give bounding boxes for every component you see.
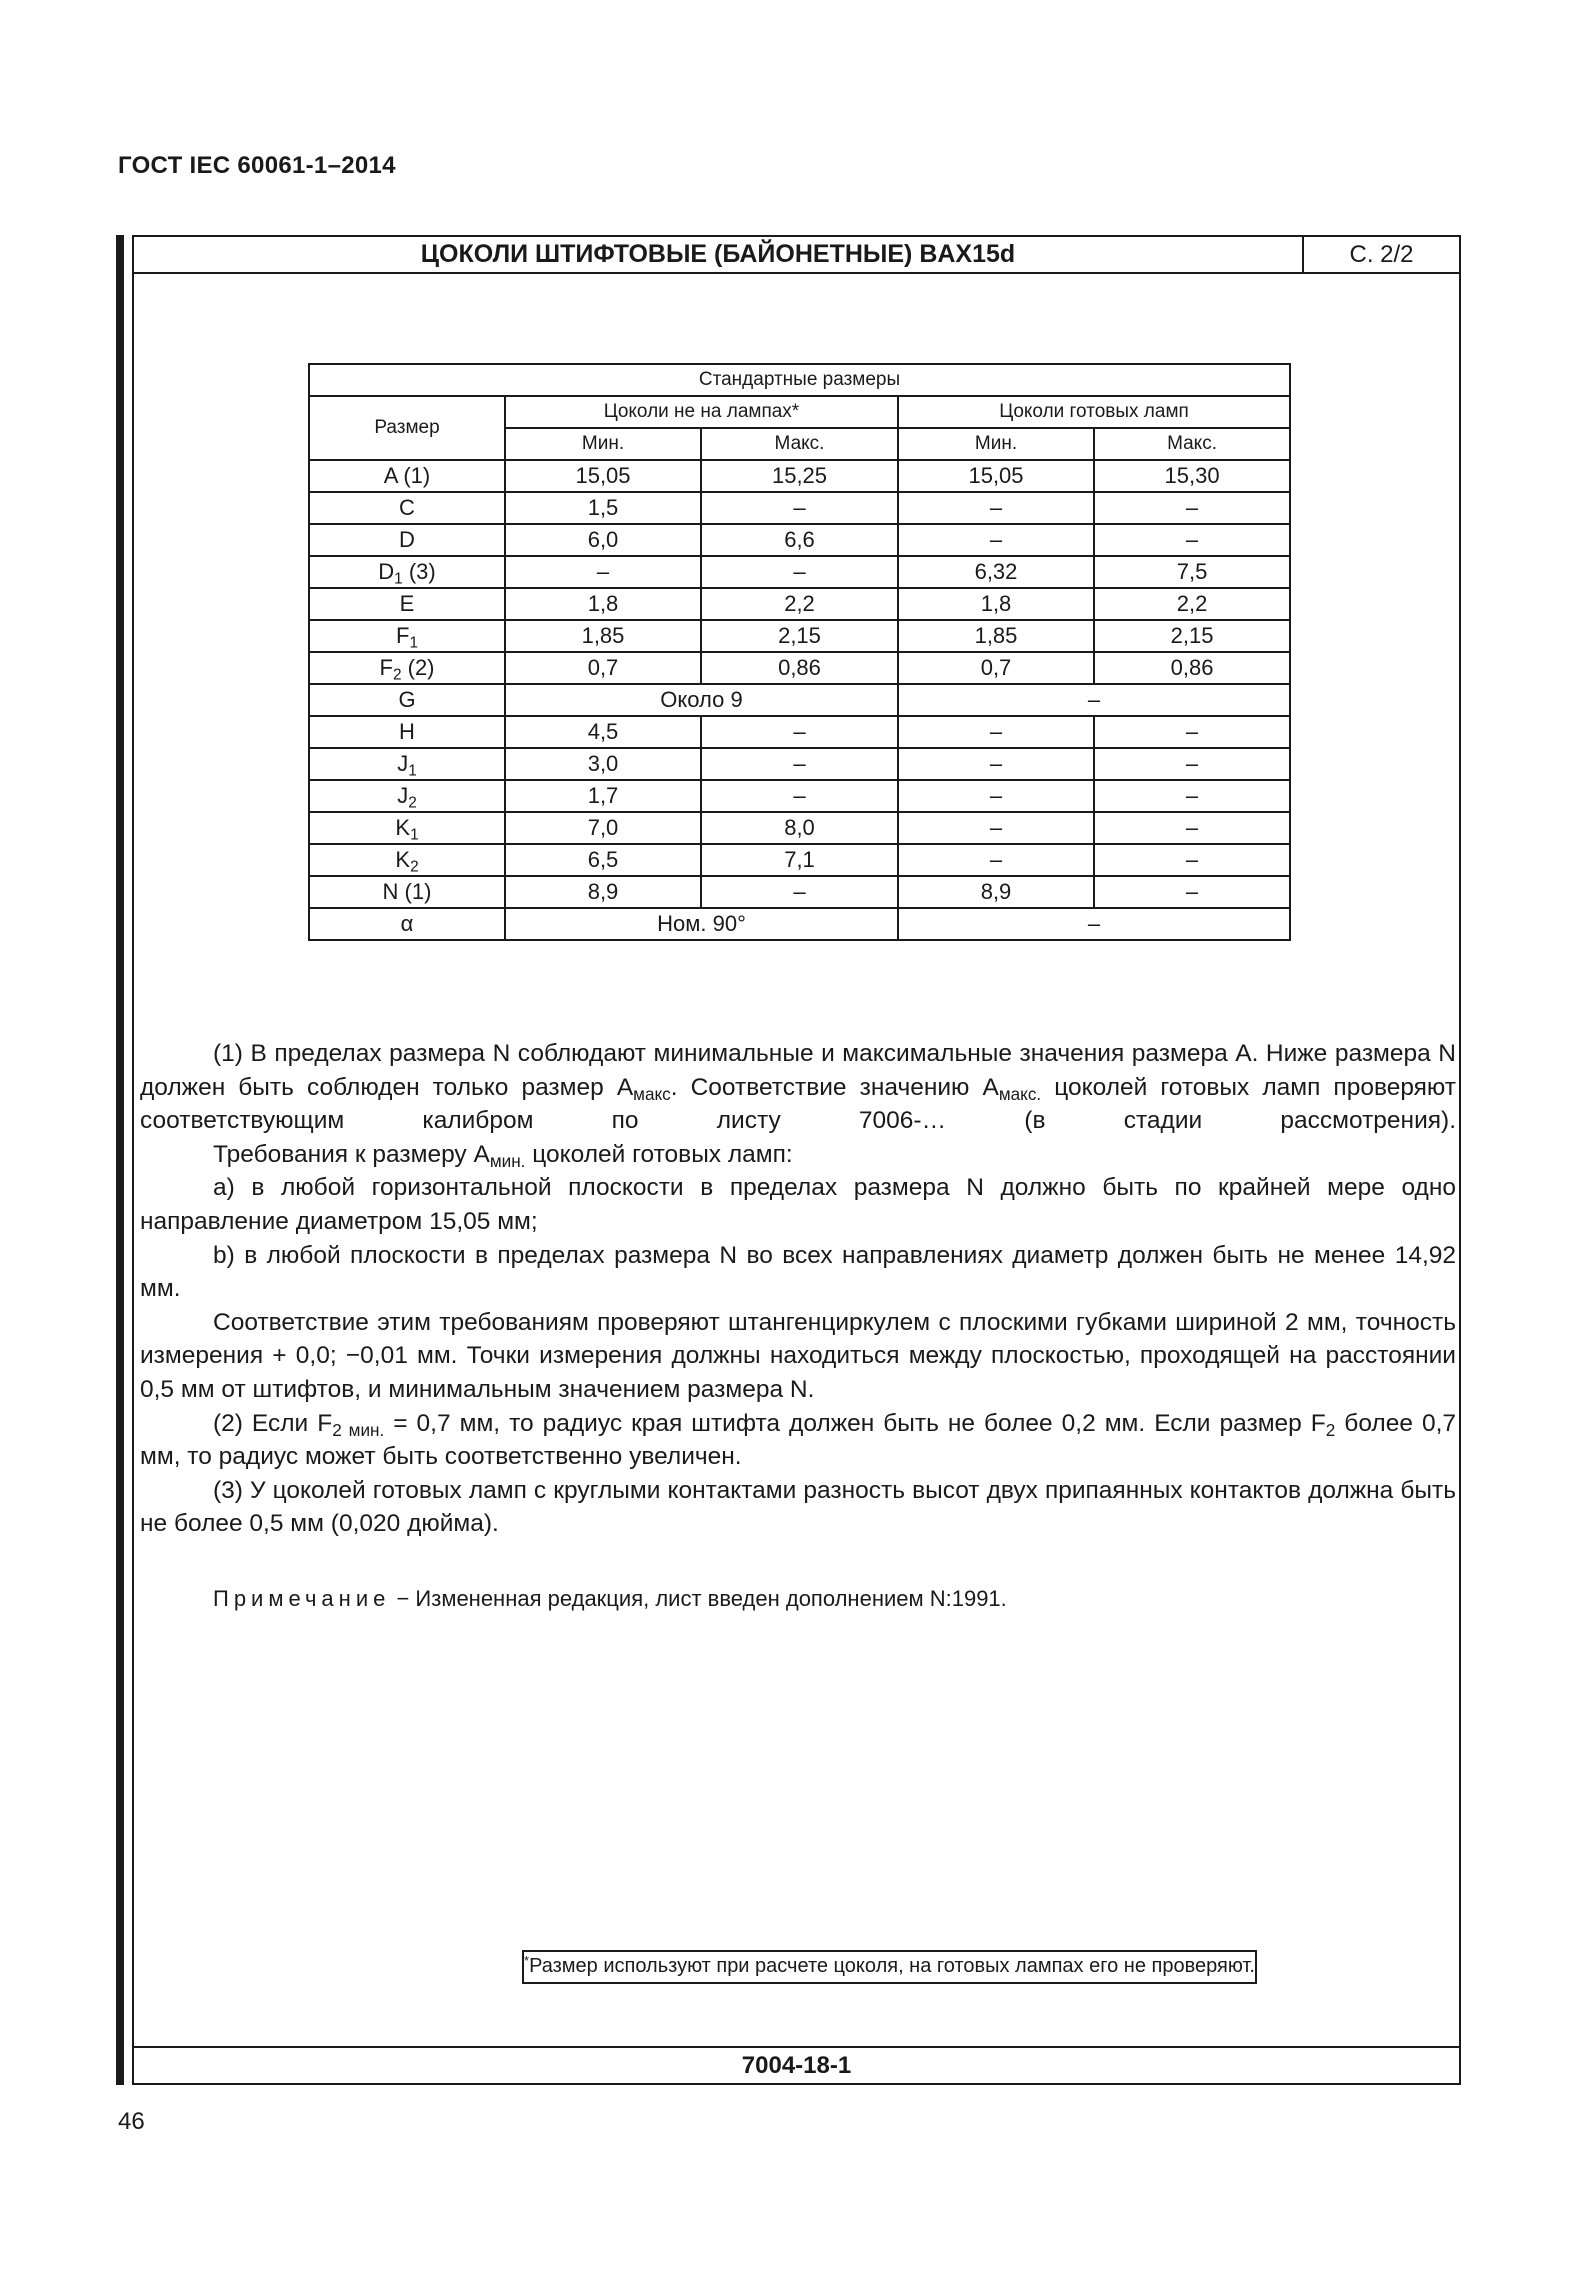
- value-cell: 0,7: [898, 652, 1094, 684]
- size-cell: [309, 844, 505, 876]
- value-cell: 0,7: [505, 652, 701, 684]
- paragraph: [140, 1138, 1456, 1172]
- value-cell: –: [898, 908, 1290, 940]
- subscript: макс.: [998, 1083, 1042, 1104]
- subscript: макс: [633, 1083, 671, 1104]
- size-letter: α: [400, 911, 414, 936]
- value-cell: 1,85: [898, 620, 1094, 652]
- column-group-bare-caps: Цоколи не на лампах*: [505, 396, 898, 428]
- value-cell: 6,32: [898, 556, 1094, 588]
- value-cell: 2,15: [701, 620, 898, 652]
- table-row: [309, 556, 1290, 588]
- value-cell: –: [898, 684, 1290, 716]
- page-number: 46: [118, 2108, 145, 2135]
- size-letter: K: [395, 815, 411, 840]
- value-cell: 0,86: [1094, 652, 1290, 684]
- size-subscript: 2: [410, 858, 419, 876]
- size-subscript: 2: [392, 666, 402, 684]
- subscript: 2 мин.: [332, 1419, 385, 1440]
- size-cell: [309, 556, 505, 588]
- value-cell: 1,8: [505, 588, 701, 620]
- size-cell: [309, 780, 505, 812]
- text-span: (1) В пределах размера N соблюдают минимальные и максимальные значения размера A. Ниже размера N должен быть соблюден только размер A: [140, 1040, 1456, 1101]
- size-cell: [309, 908, 505, 940]
- value-cell: 2,15: [1094, 620, 1290, 652]
- value-cell: –: [1094, 844, 1290, 876]
- value-cell: 1,8: [898, 588, 1094, 620]
- size-subscript: 1: [410, 826, 419, 844]
- table-row: [309, 908, 1290, 940]
- column-header-max: Макс.: [701, 428, 898, 460]
- value-cell: –: [898, 524, 1094, 556]
- text-span: более 0,7 мм, то радиус может быть соответственно увеличен.: [140, 1409, 1456, 1471]
- size-cell: [309, 492, 505, 524]
- value-cell: –: [1094, 524, 1290, 556]
- table-row: [309, 652, 1290, 684]
- size-letter: D: [399, 527, 415, 552]
- note-text: − Измененная редакция, лист введен дополнением N:1991.: [390, 1586, 1007, 1611]
- size-letter: E: [399, 591, 415, 616]
- size-cell: [309, 588, 505, 620]
- value-cell: –: [1094, 812, 1290, 844]
- text-span: цоколей готовых ламп проверяют соответствующим калибром по листу 7006-… (в стадии рассмотрения).: [140, 1073, 1456, 1135]
- value-cell: –: [701, 876, 898, 908]
- value-cell: –: [701, 780, 898, 812]
- value-cell: –: [701, 748, 898, 780]
- value-cell: 2,2: [1094, 588, 1290, 620]
- value-cell: 1,5: [505, 492, 701, 524]
- document-header: ГОСТ IEC 60061-1–2014: [118, 152, 396, 179]
- table-row: [309, 844, 1290, 876]
- value-cell: 15,05: [505, 460, 701, 492]
- value-cell: –: [898, 492, 1094, 524]
- value-cell: 3,0: [505, 748, 701, 780]
- note-label: Примечание: [213, 1586, 391, 1611]
- table-row: [309, 716, 1290, 748]
- size-letter: F: [379, 655, 393, 680]
- value-cell: –: [505, 556, 701, 588]
- size-subscript: 1: [409, 634, 418, 652]
- column-header-max: Макс.: [1094, 428, 1290, 460]
- table-row: [309, 748, 1290, 780]
- value-cell: 0,86: [701, 652, 898, 684]
- value-cell: –: [1094, 716, 1290, 748]
- value-cell: –: [1094, 780, 1290, 812]
- size-note-ref: (2): [401, 655, 435, 680]
- value-cell: 7,0: [505, 812, 701, 844]
- size-cell: [309, 524, 505, 556]
- size-letter: K: [395, 847, 411, 872]
- table-footnote: [522, 1950, 1257, 1984]
- size-cell: [309, 684, 505, 716]
- value-cell: –: [898, 748, 1094, 780]
- title-row: [134, 237, 1459, 274]
- column-header-min: Мин.: [898, 428, 1094, 460]
- size-letter: H: [399, 719, 415, 744]
- column-header-min: Мин.: [505, 428, 701, 460]
- column-group-lamp-caps: Цоколи готовых ламп: [898, 396, 1290, 428]
- value-cell: –: [701, 556, 898, 588]
- value-cell: –: [1094, 876, 1290, 908]
- size-cell: [309, 652, 505, 684]
- notes-text: [140, 1037, 1456, 1541]
- size-cell: [309, 716, 505, 748]
- column-header-size: Размер: [309, 396, 505, 460]
- text-span: = 0,7 мм, то радиус края штифта должен быть не более 0,2 мм. Если размер F: [384, 1409, 1326, 1437]
- footer-code: 7004-18-1: [134, 2046, 1459, 2083]
- value-cell: Ном. 90°: [505, 908, 898, 940]
- size-cell: [309, 812, 505, 844]
- footnote-mark: *: [524, 1952, 530, 1968]
- value-cell: 7,1: [701, 844, 898, 876]
- size-cell: [309, 460, 505, 492]
- size-letter: A (1): [383, 463, 431, 488]
- size-note-ref: (3): [402, 559, 436, 584]
- table-row: [309, 876, 1290, 908]
- value-cell: –: [898, 812, 1094, 844]
- table-row: [309, 684, 1290, 716]
- size-letter: J: [397, 783, 409, 808]
- value-cell: –: [1094, 492, 1290, 524]
- subscript: 2: [1325, 1419, 1336, 1440]
- size-cell: [309, 876, 505, 908]
- size-letter: G: [398, 687, 416, 712]
- size-cell: [309, 620, 505, 652]
- size-letter: J: [397, 751, 409, 776]
- size-letter: F: [395, 623, 410, 648]
- text-span: Требования к размеру A: [213, 1140, 490, 1168]
- value-cell: 2,2: [701, 588, 898, 620]
- text-span: (2) Если F: [213, 1409, 333, 1437]
- value-cell: 6,6: [701, 524, 898, 556]
- value-cell: 15,05: [898, 460, 1094, 492]
- paragraph: [140, 1037, 1456, 1138]
- size-letter: D: [378, 559, 395, 584]
- value-cell: 7,5: [1094, 556, 1290, 588]
- value-cell: 8,0: [701, 812, 898, 844]
- paragraph: [140, 1407, 1456, 1474]
- paragraph: b) в любой плоскости в пределах размера N во всех направлениях диаметр должен быть не менее 14,92 мм.: [140, 1241, 1456, 1303]
- value-cell: 15,30: [1094, 460, 1290, 492]
- size-cell: [309, 748, 505, 780]
- text-span: . Соответствие значению A: [670, 1073, 999, 1101]
- value-cell: 8,9: [505, 876, 701, 908]
- text-span: цоколей готовых ламп:: [525, 1140, 793, 1168]
- note: [213, 1586, 1007, 1612]
- value-cell: 6,5: [505, 844, 701, 876]
- table-row: [309, 524, 1290, 556]
- value-cell: –: [898, 780, 1094, 812]
- table-row: [309, 780, 1290, 812]
- value-cell: Около 9: [505, 684, 898, 716]
- paragraph: (3) У цоколей готовых ламп с круглыми контактами разность высот двух припаянных контактов должна быть не более 0,5 мм (0,020 дюйма).: [140, 1476, 1456, 1538]
- value-cell: 15,25: [701, 460, 898, 492]
- value-cell: –: [701, 492, 898, 524]
- value-cell: –: [701, 716, 898, 748]
- value-cell: 8,9: [898, 876, 1094, 908]
- value-cell: 1,7: [505, 780, 701, 812]
- paragraph: a) в любой горизонтальной плоскости в пределах размера N должно быть по крайней мере одно направление диаметром 15,05 мм;: [140, 1174, 1456, 1235]
- sheet-number: С. 2/2: [1349, 241, 1414, 268]
- table-row: [309, 588, 1290, 620]
- size-letter: C: [399, 495, 415, 520]
- table-row: [309, 492, 1290, 524]
- value-cell: –: [898, 716, 1094, 748]
- value-cell: 4,5: [505, 716, 701, 748]
- subscript: мин.: [489, 1150, 526, 1171]
- table-row: [309, 620, 1290, 652]
- value-cell: 6,0: [505, 524, 701, 556]
- footnote-row: [309, 940, 1290, 941]
- table-caption: Стандартные размеры: [309, 364, 1290, 396]
- size-subscript: 1: [394, 570, 403, 588]
- value-cell: –: [1094, 748, 1290, 780]
- value-cell: 1,85: [505, 620, 701, 652]
- footnote-text: Размер используют при расчете цоколя, на готовых лампах его не проверяют.: [529, 1955, 1255, 1977]
- change-bar: [116, 235, 124, 2085]
- value-cell: –: [898, 844, 1094, 876]
- table-row: [309, 812, 1290, 844]
- paragraph: Соответствие этим требованиям проверяют штангенциркулем с плоскими губками шириной 2 мм, точность измерения + 0,0; −0,01 мм. Точки измерения должны находиться между плоскостью, проходящей на расстоянии 0,5 мм от штифтов, и минимальным значением размера N.: [140, 1308, 1456, 1403]
- size-subscript: 1: [408, 762, 417, 780]
- size-letter: N (1): [382, 879, 432, 904]
- sheet-title: ЦОКОЛИ ШТИФТОВЫЕ (БАЙОНЕТНЫЕ) BAX15d: [420, 240, 1016, 268]
- table-row: [309, 460, 1290, 492]
- size-subscript: 2: [408, 794, 417, 812]
